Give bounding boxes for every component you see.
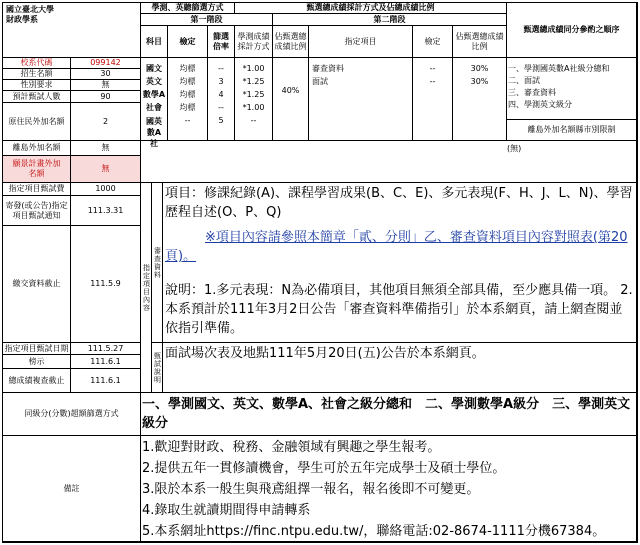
threshold-4: --	[184, 116, 191, 125]
screening-text: 一、學測國文、英文、數學A、社會之級分總和 二、學測數學A級分 三、學測英文級分	[142, 397, 631, 431]
fee-label: 指定項目甄試費	[3, 183, 71, 196]
tie-order-2: 三、審查資料	[508, 88, 556, 97]
multiplier-2: 4	[218, 90, 224, 99]
content-vertical-text: 指定項目內容	[142, 263, 151, 312]
remark-4: 5.本系網址https://finc.ntpu.edu.tw/，聯絡電話:02-8674-1111分機67384。	[142, 524, 606, 539]
fee-value: 1000	[71, 183, 141, 196]
interview-vertical-text: 甄試說明	[153, 351, 162, 384]
content-vertical-label	[141, 183, 152, 393]
gender-value: 無	[71, 80, 141, 91]
results-value: 111.6.1	[71, 355, 141, 369]
remarks-list	[142, 437, 632, 542]
notice-label: 寄發(或公告)指定項目甄試通知	[3, 196, 71, 226]
screening-label: 同級分(分數)超額篩選方式	[3, 393, 141, 436]
exam-group-header: 甄選總成績採計方式及佔總成績比例	[235, 3, 507, 14]
review-items: 項目：修課紀錄(A)、課程學習成果(B、C、E)、多元表現(F、H、J、L、N)、學習歷程自述(O、P、Q)	[165, 186, 633, 220]
tie-order-0: 一、學測國英數A社級分總和	[508, 64, 610, 73]
review-vertical-text: 審查資料	[153, 246, 162, 279]
stage2-pct-0: 30%	[470, 64, 489, 73]
stage2-item-column	[309, 58, 413, 141]
university-title: 國立臺北大學	[6, 5, 54, 14]
submit-value: 111.5.9	[71, 226, 141, 343]
multiplier-1: 3	[218, 77, 224, 86]
subject-3: 社會	[146, 103, 162, 112]
review-reference-link[interactable]: ※項目內容請參照本簡章「貳、分則」乙、審查資料項目內容對照表(第20頁)。	[165, 230, 628, 264]
stage2-check-0: --	[429, 64, 436, 73]
remarks-label: 備註	[3, 436, 141, 542]
tie-order-list	[507, 58, 637, 120]
threshold-column	[168, 58, 208, 141]
dept-code-value: 099142	[71, 58, 141, 69]
method-4: --	[250, 116, 257, 125]
gender-label: 性別要求	[3, 80, 71, 91]
island-label: 離島外加名額	[3, 141, 71, 156]
stage2-item-0: 審查資料	[312, 64, 344, 73]
subject-1: 英文	[146, 77, 162, 86]
tie-order-1: 二、面試	[508, 76, 540, 85]
subject-column	[141, 58, 168, 148]
review-deadline-value: 111.6.1	[71, 369, 141, 393]
multiplier-3: --	[218, 103, 224, 112]
col-subject: 科目	[141, 26, 168, 58]
review-deadline-label: 總成績複查截止	[3, 369, 71, 393]
stage2-pct-1: 30%	[470, 77, 489, 86]
multiplier-column	[208, 58, 235, 141]
method-column	[235, 58, 273, 141]
stage1-pct	[273, 58, 309, 141]
submit-label: 繳交資料截止	[3, 226, 71, 343]
island-value: 無	[71, 141, 141, 156]
stage2-pct-column	[453, 58, 507, 141]
stage2-item-1: 面試	[312, 77, 328, 86]
interview-date-label: 指定項目甄試日期	[3, 343, 71, 355]
dept-code-label: 校系代碼	[3, 58, 71, 69]
multiplier-0: --	[218, 64, 224, 73]
method-1: *1.25	[242, 77, 265, 86]
stage1-pct-value: 40%	[281, 86, 300, 95]
threshold-2: 均標	[179, 90, 196, 99]
stage2-check-column	[413, 58, 453, 141]
review-reference	[165, 228, 633, 266]
vision-label: 願景計畫外加名額	[3, 156, 71, 183]
stage2-header: 第二階段	[273, 14, 507, 26]
col-pct2: 佔甄選總成績比例	[453, 26, 507, 58]
threshold-0: 均標	[179, 64, 196, 73]
expected-value: 90	[71, 91, 141, 103]
method-2: *1.25	[242, 90, 265, 99]
island-restriction-note: 離島外加名額縣市別限制	[507, 120, 637, 141]
review-vertical-label	[152, 183, 163, 343]
stage2-check-1: --	[429, 77, 436, 86]
threshold-3: 均標	[179, 103, 196, 112]
quota-value: 30	[71, 69, 141, 80]
review-note: 說明：1.多元表現：N為必備項目，其他項目無須全部具備，至少應具備一項。 2.本系預計於111年3月2日公告「審查資料準備指引」於本系網頁，請上網查閱並依指引準備。	[165, 283, 633, 336]
stage1-header: 第一階段	[141, 14, 273, 26]
indigenous-label: 原住民外加名額	[3, 103, 71, 141]
quota-label: 招生名額	[3, 69, 71, 80]
stage-group-header: 學測、英聽篩選方式	[141, 3, 235, 14]
interview-date-value: 111.5.27	[71, 343, 141, 355]
col-item: 指定項目	[309, 26, 413, 58]
results-label: 榜示	[3, 355, 71, 369]
vision-value: 無	[71, 156, 141, 183]
subject-4: 國英數A社	[146, 117, 162, 148]
island-restriction-value: (無)	[141, 141, 637, 183]
expected-label: 預計甄試人數	[3, 91, 71, 103]
remark-3: 4.錄取生就讀期間得申請轉系	[142, 503, 311, 518]
interview-note: 面試場次表及地點111年5月20日(五)公告於本系網頁。	[165, 346, 485, 361]
notice-value: 111.3.31	[71, 196, 141, 226]
col-multiplier: 篩選倍率	[208, 26, 235, 58]
multiplier-4: 5	[218, 116, 224, 125]
method-0: *1.00	[242, 64, 265, 73]
subject-0: 國文	[146, 64, 162, 73]
col-check: 檢定	[413, 26, 453, 58]
threshold-1: 均標	[179, 77, 196, 86]
remark-2: 3.限於本系一般生與飛鳶組擇一報名，報名後即不可變更。	[142, 482, 480, 497]
remark-0: 1.歡迎對財政、稅務、金融領域有興趣之學生報考。	[142, 440, 441, 455]
col-pct: 佔甄選總成績比例	[273, 26, 309, 58]
tie-order-header: 甄選總成績同分參酌之順序	[507, 3, 637, 58]
method-3: *1.00	[242, 103, 265, 112]
remark-1: 2.提供五年一貫修讀機會，學生可於五年完成學士及碩士學位。	[142, 461, 506, 476]
department-title: 財政學系	[6, 15, 38, 24]
tie-order-3: 四、學測英文級分	[508, 100, 572, 109]
interview-vertical-label	[152, 343, 163, 393]
col-threshold: 檢定	[168, 26, 208, 58]
indigenous-value: 2	[71, 103, 141, 141]
col-method: 學測成績採計方式	[235, 26, 273, 58]
subject-2: 數學A	[142, 90, 166, 99]
university-name	[3, 3, 141, 58]
